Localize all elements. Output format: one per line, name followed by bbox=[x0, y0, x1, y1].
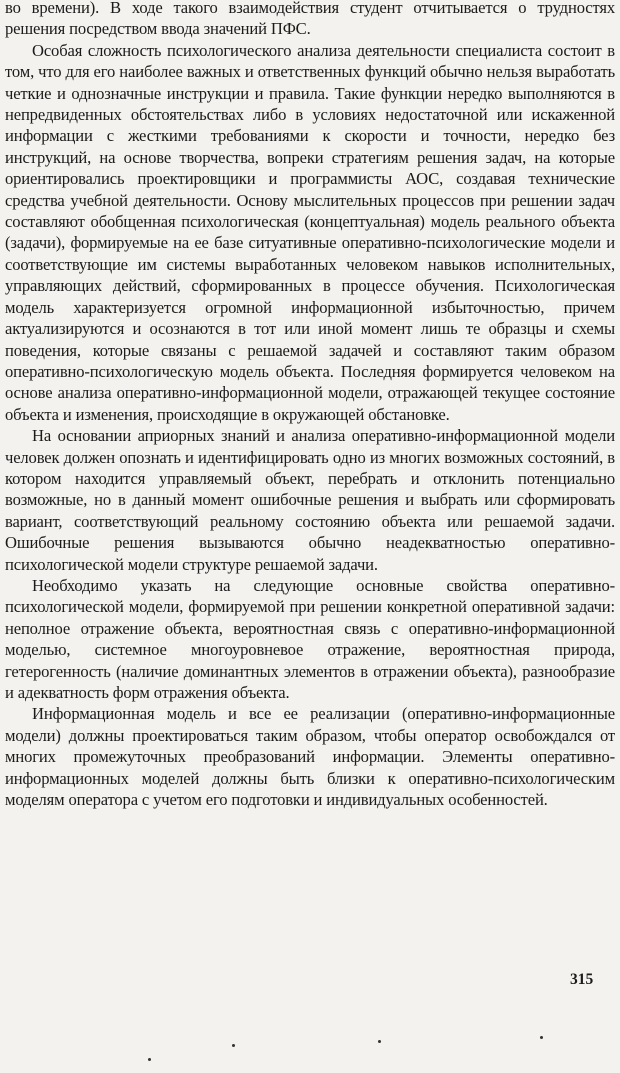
paragraph-4: Необходимо указать на следующие основные свойства оперативно-психологической модели, формируемой при решении конкретной оперативной задачи: неполное отражение объекта, вероятностная связь с оперативно-информационной моделью, системное многоуровневое отражение, вероятностная природа, гетерогенность (наличие доминантных элементов в отражении объекта), разнообразие и адекватность форм отражения объекта. bbox=[5, 575, 615, 702]
scan-speck bbox=[378, 1040, 381, 1043]
scan-speck bbox=[232, 1044, 235, 1047]
paragraph-3: На основании априорных знаний и анализа оперативно-информационной модели человек должен опознать и идентифицировать одно из многих возможных состояний, в котором находится управляемый объект, перебрать и отклонить потенциально возможные, но в данный момент ошибочные решения и выбрать или сформировать вариант, соответствующий реальному состоянию объекта или решаемой задачи. Ошибочные решения вызываются обычно неадекватностью оперативно-психологической модели структуре решаемой задачи. bbox=[5, 426, 615, 574]
paragraph-5: Информационная модель и все ее реализации (оперативно-информационные модели) должны проектироваться таким образом, чтобы оператор освобождался от многих промежуточных преобразований информации. Элементы оперативно-информационных моделей должны быть близки к оперативно-психологическим моделям оператора с учетом его подготовки и индивидуальных особенностей. bbox=[5, 704, 615, 810]
page-number: 315 bbox=[570, 971, 594, 988]
paragraph-2: Особая сложность психологического анализа деятельности специалиста состоит в том, что для его наиболее важных и ответственных функций обычно нельзя выработать четкие и однозначные инструкции и правила. Такие функции нередко выполняются в непредвиденных обстоятельствах либо в условиях недостаточной или искаженной информации с жесткими требованиями к скорости и точности, нередко без инструкций, на основе творчества, вопреки стратегиям решения задач, на которые ориентировались проектировщики и программисты АОС, создавая технические средства учебной деятельности. Основу мыслительных процессов при решении задач составляют обобщенная психологическая (концептуальная) модель реального объекта (задачи), формируемые на ее базе ситуативные оперативно-психологические модели и соответствующие им системы выработанных человеком навыков исполнительных, управляющих действий, сформированных в процессе обучения. Психологическая модель характеризуется огромной информационной избыточностью, причем актуализируются и осознаются в тот или иной момент лишь те образцы и схемы поведения, которые связаны с решаемой задачей и составляют таким образом оперативно-психологическую модель объекта. Последняя формируется человеком на основе анализа оперативно-информационной модели, отражающей текущее состояние объекта и изменения, происходящие в окружающей обстановке. bbox=[5, 40, 615, 424]
body-text bbox=[5, 0, 615, 810]
scan-speck bbox=[540, 1036, 543, 1039]
paragraph-1: во времени). В ходе такого взаимодействия студент отчитывается о трудностях решения посредством ввода значений ПФС. bbox=[5, 0, 615, 39]
scan-speck bbox=[148, 1058, 151, 1061]
